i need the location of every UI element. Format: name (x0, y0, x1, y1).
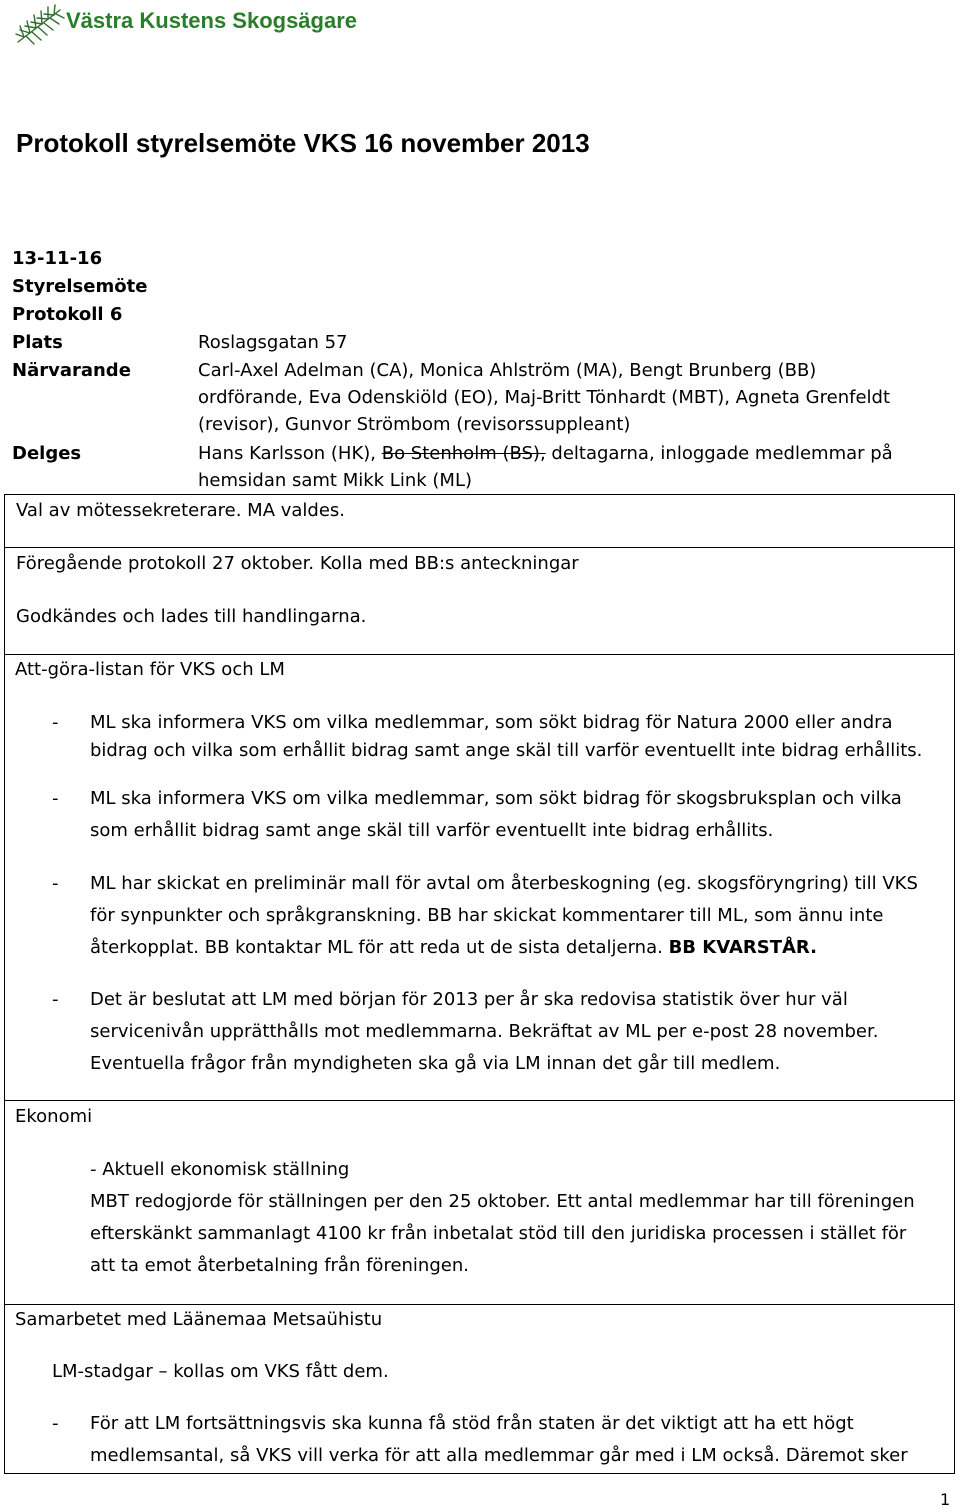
bullet-line: servicenivån upprätthålls mot medlemmarna. Bekräftat av ML per e-post 28 november. (90, 1021, 879, 1042)
ekonomi-heading: Ekonomi (15, 1106, 93, 1127)
bullet-line (90, 937, 817, 958)
bullet-line: bidrag och vilka som erhållit bidrag samt ange skäl till varför eventuellt inte bidrag erhållits. (90, 740, 923, 761)
pine-branch-logo-icon (14, 2, 66, 48)
bullet-dash: - (52, 989, 59, 1010)
bullet-line: Det är beslutat att LM med början för 2013 per år ska redovisa statistik över hur väl (90, 989, 848, 1010)
section-box-val (4, 494, 955, 548)
lm-stadgar-text: LM-stadgar – kollas om VKS fått dem. (52, 1361, 389, 1382)
delges-label: Delges (12, 443, 82, 464)
delges-line (198, 443, 893, 464)
bullet-dash: - (52, 1413, 59, 1434)
protocol-number: Protokoll 6 (12, 304, 123, 325)
narvarande-line: Carl-Axel Adelman (CA), Monica Ahlström (MA), Bengt Brunberg (BB) (198, 360, 817, 381)
ekonomi-sub: - Aktuell ekonomisk ställning (90, 1159, 350, 1180)
bullet-line: ML ska informera VKS om vilka medlemmar, som sökt bidrag för Natura 2000 eller andra (90, 712, 893, 733)
bullet-line: för synpunkter och språkgranskning. BB har skickat kommentarer till ML, som ännu inte (90, 905, 884, 926)
meeting-date: 13-11-16 (12, 248, 103, 269)
samarbete-heading: Samarbetet med Läänemaa Metsaühistu (15, 1309, 383, 1330)
narvarande-line: (revisor), Gunvor Strömbom (revisorssuppleant) (198, 414, 631, 435)
val-text: Val av mötessekreterare. MA valdes. (16, 500, 346, 521)
narvarande-line: ordförande, Eva Odenskiöld (EO), Maj-Britt Tönhardt (MBT), Agneta Grenfeldt (198, 387, 891, 408)
bullet-line: ML ska informera VKS om vilka medlemmar, som sökt bidrag för skogsbruksplan och vilka (90, 788, 902, 809)
bullet-line: som erhållit bidrag samt ange skäl till varför eventuellt inte bidrag erhållits. (90, 820, 774, 841)
bullet-dash: - (52, 788, 59, 809)
ekonomi-line: att ta emot återbetalning från föreningen. (90, 1255, 469, 1276)
delges-text: deltagarna, inloggade medlemmar på (545, 443, 893, 464)
logo-text: Västra Kustens Skogsägare (66, 8, 358, 33)
attgora-heading: Att-göra-listan för VKS och LM (15, 659, 285, 680)
bullet-line: medlemsantal, så VKS vill verka för att alla medlemmar går med i LM också. Däremot sker (90, 1445, 908, 1466)
bullet-dash: - (52, 712, 59, 733)
godkandes-text: Godkändes och lades till handlingarna. (16, 606, 367, 627)
delges-text: Hans Karlsson (HK), (198, 443, 382, 464)
delges-struck-name: Bo Stenholm (BS), (381, 443, 546, 464)
narvarande-label: Närvarande (12, 360, 131, 381)
meeting-type: Styrelsemöte (12, 276, 148, 297)
page-number: 1 (940, 1490, 951, 1509)
kvarstar-flag: BB KVARSTÅR. (668, 937, 817, 958)
plats-label: Plats (12, 332, 63, 353)
bullet-dash: - (52, 873, 59, 894)
ekonomi-line: MBT redogjorde för ställningen per den 25 oktober. Ett antal medlemmar har till föreningen (90, 1191, 915, 1212)
bullet-line: ML har skickat en preliminär mall för avtal om återbeskogning (eg. skogsföryngring) till VKS (90, 873, 918, 894)
ekonomi-line: efterskänkt sammanlagt 4100 kr från inbetalat stöd till den juridiska processen i stället för (90, 1223, 907, 1244)
delges-line2: hemsidan samt Mikk Link (ML) (198, 470, 472, 491)
section-box-foregaende (4, 547, 955, 655)
document-title: Protokoll styrelsemöte VKS 16 november 2013 (16, 128, 590, 158)
plats-value: Roslagsgatan 57 (198, 332, 348, 353)
bullet-text: återkopplat. BB kontaktar ML för att reda ut de sista detaljerna. (90, 937, 669, 958)
bullet-line: Eventuella frågor från myndigheten ska gå via LM innan det går till medlem. (90, 1053, 781, 1074)
foregaende-text: Föregående protokoll 27 oktober. Kolla med BB:s anteckningar (16, 553, 579, 574)
bullet-line: För att LM fortsättningsvis ska kunna få stöd från staten är det viktigt att ha ett högt (90, 1413, 854, 1434)
